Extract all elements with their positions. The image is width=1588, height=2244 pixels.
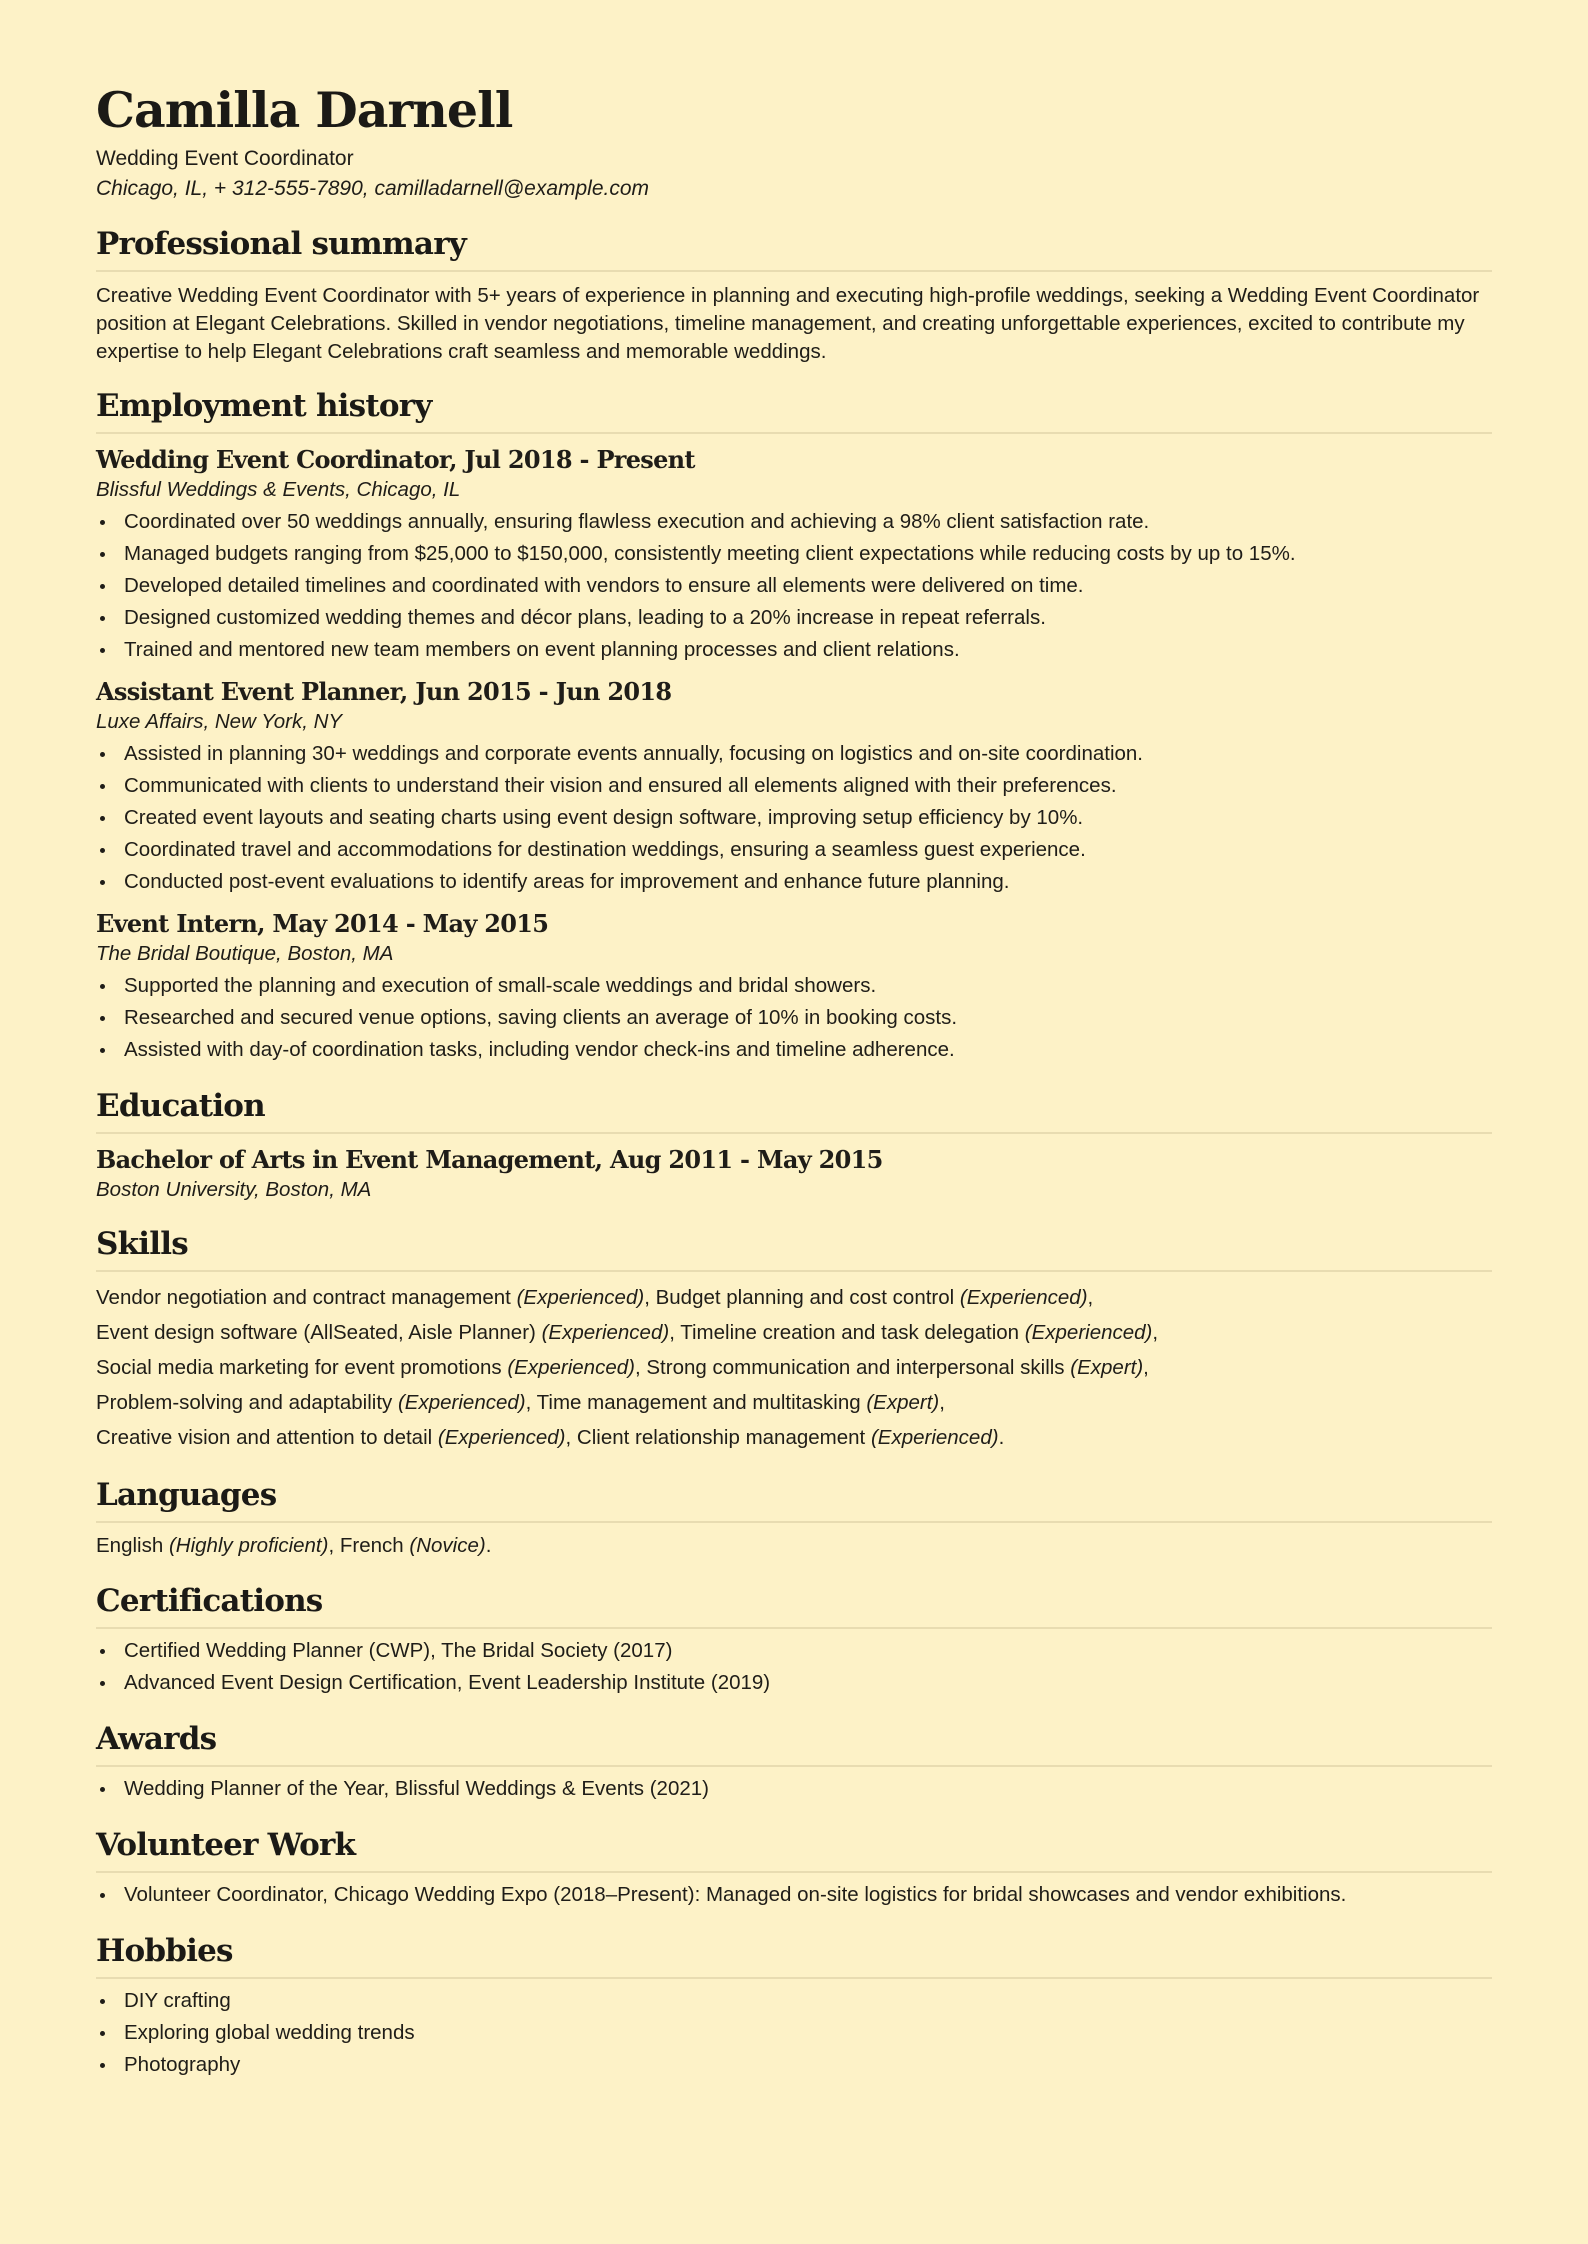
job-entry [96,676,1492,898]
list-item: Exploring global wedding trends [96,2017,1492,2049]
professional-summary-section [96,222,1492,366]
skill-name: Social media marketing for event promotions [96,1356,502,1379]
job-title: Wedding Event Coordinator, Jul 2018 - Present [96,445,695,474]
section-heading: Certifications [96,1579,1492,1629]
job-bullets [96,506,1492,666]
languages-list [96,1531,1492,1561]
awards-section [96,1717,1492,1805]
job-organization: Luxe Affairs, New York, NY [96,710,343,733]
section-heading: Volunteer Work [96,1823,1492,1873]
list-item: Wedding Planner of the Year, Blissful Weddings & Events (2021) [96,1773,1492,1805]
skill-level: (Expert) [866,1391,940,1414]
list-item: Supported the planning and execution of small-scale weddings and bridal showers. [96,970,1492,1002]
job-organization: Blissful Weddings & Events, Chicago, IL [96,478,461,501]
employment-history-section [96,384,1492,1066]
skills-line [96,1350,1492,1385]
job-entry [96,444,1492,666]
separator: , [644,1286,656,1309]
separator: , [669,1321,681,1344]
separator: , [565,1426,577,1449]
list-item: Designed customized wedding themes and décor plans, leading to a 20% increase in repeat referrals. [96,602,1492,634]
list-item: Researched and secured venue options, saving clients an average of 10% in booking costs. [96,1002,1492,1034]
section-heading: Professional summary [96,222,1492,272]
skill-level: (Experienced) [397,1391,526,1414]
separator: . [998,1426,1005,1449]
list-item: Advanced Event Design Certification, Event Leadership Institute (2019) [96,1667,1492,1699]
section-heading: Languages [96,1473,1492,1523]
separator: , [939,1391,945,1414]
job-organization: The Bridal Boutique, Boston, MA [96,942,394,965]
contact-info: Chicago, IL, + 312-555-7890, camilladarnell@example.com [96,177,650,200]
degree-title: Bachelor of Arts in Event Management, Aug 2011 - May 2015 [96,1145,883,1174]
list-item: Developed detailed timelines and coordinated with vendors to ensure all elements were delivered on time. [96,570,1492,602]
section-heading: Employment history [96,384,1492,434]
volunteer-section [96,1823,1492,1911]
skill-name: Event design software (AllSeated, Aisle Planner) [96,1321,536,1344]
separator: . [485,1534,492,1557]
skill-name: Creative vision and attention to detail [96,1426,433,1449]
skill-name: Client relationship management [576,1426,866,1449]
certifications-list [96,1635,1492,1699]
job-title: Event Intern, May 2014 - May 2015 [96,909,549,938]
language-level: (Novice) [409,1534,486,1557]
section-heading: Awards [96,1717,1492,1767]
skill-level: (Experienced) [507,1356,635,1379]
skill-level: (Experienced) [437,1426,566,1449]
skill-name: Problem-solving and adaptability [96,1391,393,1414]
summary-text: Creative Wedding Event Coordinator with 5+ years of experience in planning and executing high-profile weddings, seeking a Wedding Event Coordinator position at Elegant Celebrations. Skilled in vendor negotiations, timeline management, and creating unforgettable experiences, excited to contribute my expertise to help Elegant Celebrations craft seamless and memorable weddings. [96,284,1480,363]
list-item: Assisted in planning 30+ weddings and corporate events annually, focusing on logistics and on-site coordination. [96,738,1492,770]
job-bullets [96,738,1492,898]
section-heading: Skills [96,1222,1492,1272]
skill-level: (Experienced) [870,1426,999,1449]
skills-list [96,1280,1492,1455]
hobbies-list [96,1985,1492,2081]
skills-line [96,1280,1492,1315]
volunteer-list [96,1879,1492,1911]
language-name: French [339,1534,404,1557]
list-item: Certified Wedding Planner (CWP), The Bridal Society (2017) [96,1635,1492,1667]
section-heading: Hobbies [96,1929,1492,1979]
candidate-name: Camilla Darnell [96,81,513,139]
list-item: Managed budgets ranging from $25,000 to $150,000, consistently meeting client expectations while reducing costs by up to 15%. [96,538,1492,570]
list-item: Trained and mentored new team members on event planning processes and client relations. [96,634,1492,666]
languages-section [96,1473,1492,1561]
separator: , [1087,1286,1094,1309]
list-item: Volunteer Coordinator, Chicago Wedding Expo (2018–Present): Managed on-site logistics for bridal showcases and vendor exhibitions. [96,1879,1492,1911]
education-entry [96,1144,1492,1204]
education-section [96,1084,1492,1204]
hobbies-section [96,1929,1492,2081]
job-bullets [96,970,1492,1066]
separator: , [634,1356,647,1379]
list-item: Photography [96,2049,1492,2081]
skill-level: (Experienced) [959,1286,1088,1309]
job-title: Assistant Event Planner, Jun 2015 - Jun 2018 [96,677,672,706]
separator: , [525,1391,537,1414]
list-item: Coordinated over 50 weddings annually, ensuring flawless execution and achieving a 98% client satisfaction rate. [96,506,1492,538]
resume-header [96,78,1492,204]
list-item: Communicated with clients to understand their vision and ensured all elements aligned with their preferences. [96,770,1492,802]
separator: , [1152,1321,1159,1344]
awards-list [96,1773,1492,1805]
skill-level: (Experienced) [516,1286,645,1309]
skill-level: (Expert) [1070,1356,1144,1379]
language-name: English [96,1534,164,1557]
school-name: Boston University, Boston, MA [96,1178,372,1201]
section-heading: Education [96,1084,1492,1134]
skills-line [96,1420,1492,1455]
candidate-title: Wedding Event Coordinator [96,147,354,170]
list-item: DIY crafting [96,1985,1492,2017]
list-item: Coordinated travel and accommodations for destination weddings, ensuring a seamless guest experience. [96,834,1492,866]
separator: , [328,1534,340,1557]
job-entry [96,908,1492,1066]
list-item: Conducted post-event evaluations to identify areas for improvement and enhance future planning. [96,866,1492,898]
skills-section [96,1222,1492,1455]
skills-line [96,1385,1492,1420]
separator: , [1143,1356,1149,1379]
skill-level: (Experienced) [1024,1321,1153,1344]
skill-name: Timeline creation and task delegation [680,1321,1020,1344]
skill-name: Vendor negotiation and contract management [96,1286,511,1309]
skill-level: (Experienced) [541,1321,670,1344]
skill-name: Budget planning and cost control [655,1286,955,1309]
list-item: Created event layouts and seating charts using event design software, improving setup efficiency by 10%. [96,802,1492,834]
language-level: (Highly proficient) [168,1534,329,1557]
certifications-section [96,1579,1492,1699]
skills-line [96,1315,1492,1350]
skill-name: Time management and multitasking [536,1391,861,1414]
skill-name: Strong communication and interpersonal skills [646,1356,1065,1379]
list-item: Assisted with day-of coordination tasks, including vendor check-ins and timeline adherence. [96,1034,1492,1066]
